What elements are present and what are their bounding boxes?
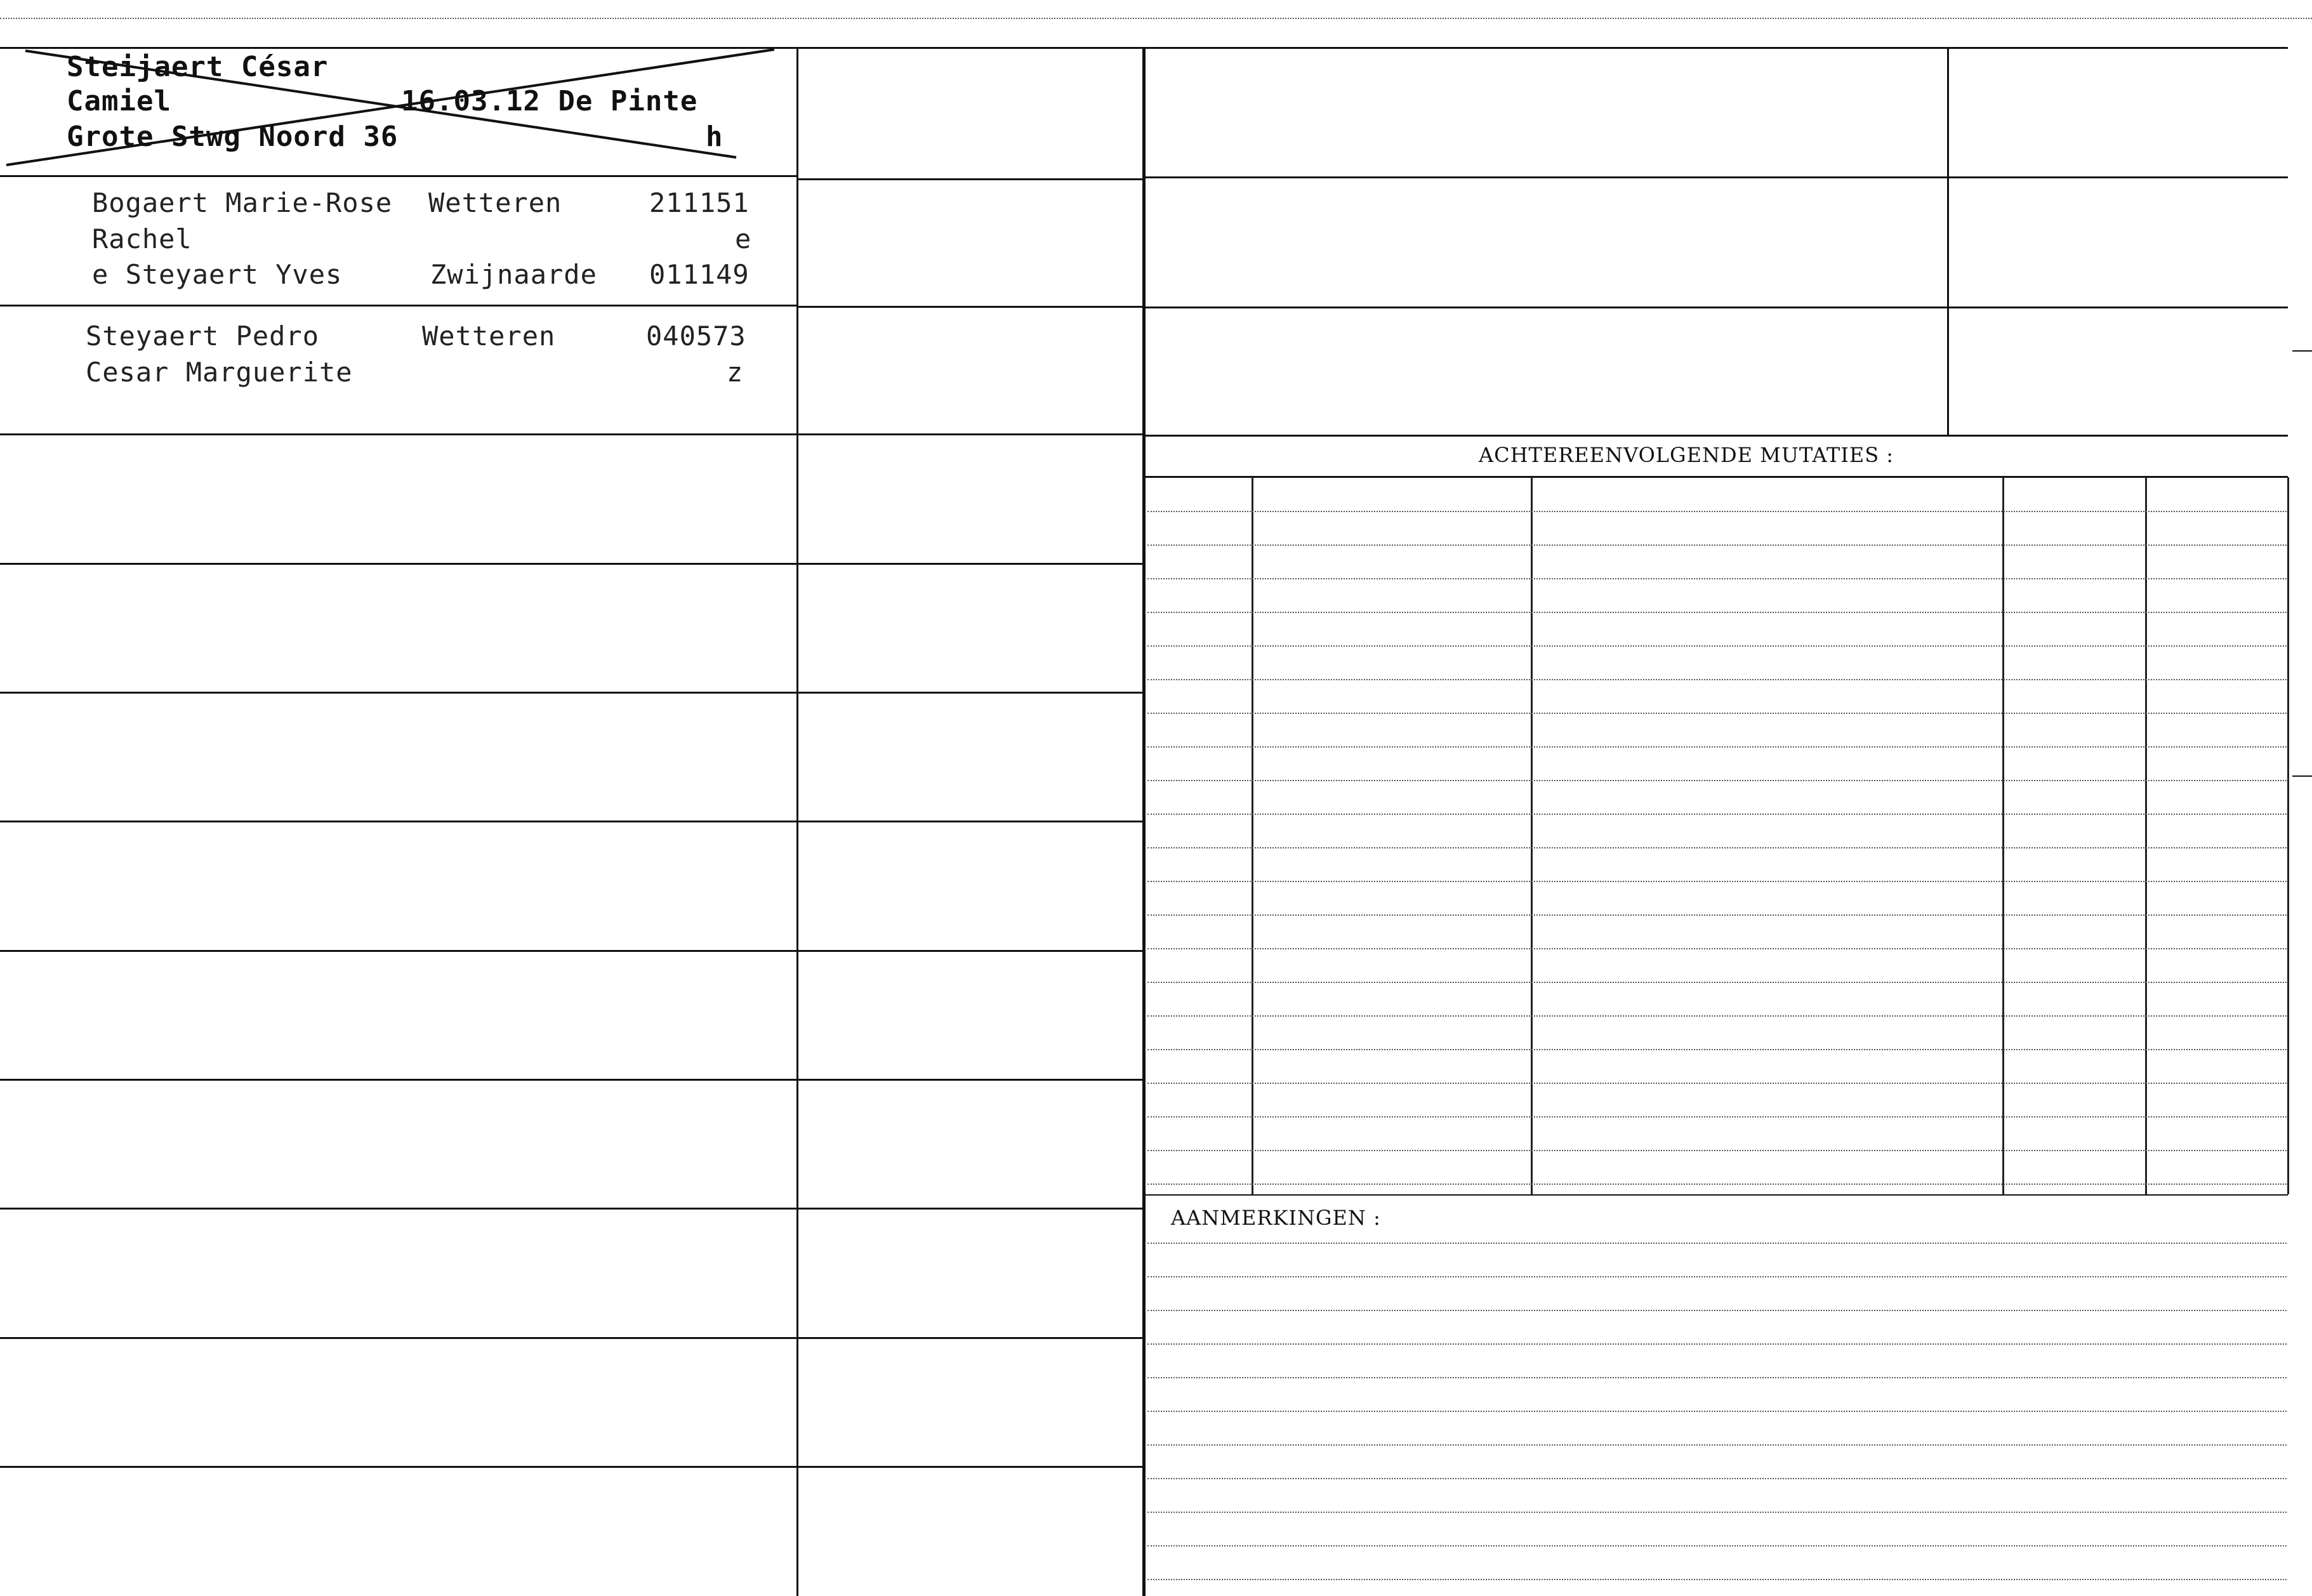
- row-separator: [0, 692, 796, 694]
- margin-tick: [2292, 775, 2312, 777]
- record-place: Wetteren: [422, 320, 556, 352]
- ruled-line: [1147, 1049, 2287, 1050]
- mutations-column-divider: [1252, 477, 1253, 1194]
- mutations-column-divider: [2287, 477, 2289, 1194]
- margin-tick: [2292, 350, 2312, 352]
- row-separator: [798, 433, 1142, 435]
- remarks-title: AANMERKINGEN :: [1171, 1206, 1381, 1230]
- record-name: Steyaert Pedro: [86, 320, 320, 352]
- ruled-line: [1147, 948, 2287, 949]
- row-separator: [798, 178, 1142, 180]
- cross-out-mark: [0, 44, 787, 171]
- row-separator: [0, 563, 796, 565]
- ruled-line: [0, 18, 2312, 19]
- right-top-divider: [1947, 48, 1949, 435]
- mutations-column-divider: [2145, 477, 2147, 1194]
- ruled-line: [1147, 746, 2287, 748]
- row-separator: [798, 1337, 1142, 1339]
- ruled-line: [1147, 713, 2287, 714]
- row-separator: [798, 563, 1142, 565]
- ruled-line: [1147, 914, 2287, 916]
- mutations-column-divider: [1531, 477, 1533, 1194]
- ruled-line: [1147, 1512, 2287, 1513]
- row-separator: [0, 1337, 796, 1339]
- center-divider: [1142, 48, 1146, 1596]
- row-separator: [798, 1466, 1142, 1468]
- ruled-line: [1147, 1184, 2287, 1185]
- ruled-line: [1147, 1478, 2287, 1479]
- ruled-line: [1147, 544, 2287, 546]
- row-separator: [0, 1466, 796, 1468]
- row-separator: [0, 1079, 796, 1081]
- header-name: Steijaert César: [67, 51, 329, 83]
- row-separator: [1146, 307, 2288, 308]
- header-address: Grote Stwg Noord 36: [67, 121, 399, 153]
- ruled-line: [1147, 578, 2287, 579]
- ruled-line: [1147, 1377, 2287, 1378]
- ruled-line: [1147, 814, 2287, 815]
- ruled-line: [1147, 1015, 2287, 1017]
- header-first-name: Camiel: [67, 85, 171, 117]
- row-separator: [0, 433, 796, 435]
- ruled-line: [1147, 679, 2287, 680]
- record-date: 211151: [649, 187, 750, 218]
- header-code: h: [706, 121, 723, 153]
- row-separator: [0, 1208, 796, 1210]
- ruled-line: [1147, 1150, 2287, 1151]
- ruled-line: [1147, 1444, 2287, 1446]
- ruled-line: [1147, 1310, 2287, 1311]
- ruled-line: [1147, 780, 2287, 781]
- record-name: e Steyaert Yves: [92, 259, 343, 290]
- record-name: Cesar Marguerite: [86, 357, 353, 388]
- row-separator: [798, 1079, 1142, 1081]
- ruled-line: [1147, 1116, 2287, 1118]
- ruled-line: [1147, 1083, 2287, 1084]
- header-birth: 16.03.12 De Pinte: [401, 85, 698, 117]
- row-separator: [0, 950, 796, 952]
- mutations-table-top: [1146, 476, 2288, 478]
- row-separator: [798, 950, 1142, 952]
- ruled-line: [1147, 612, 2287, 613]
- ruled-line: [1147, 881, 2287, 882]
- mutations-column-divider: [2002, 477, 2004, 1194]
- ruled-line: [1147, 1579, 2287, 1580]
- row-separator: [0, 175, 796, 177]
- row-separator: [798, 692, 1142, 694]
- record-place: Zwijnaarde: [430, 259, 597, 290]
- ruled-line: [1147, 1545, 2287, 1547]
- row-separator: [1146, 176, 2288, 178]
- row-separator: [0, 305, 796, 307]
- ruled-line: [1147, 1243, 2287, 1244]
- ruled-line: [1147, 1343, 2287, 1345]
- record-date: 040573: [646, 320, 746, 352]
- record-name: Rachel: [92, 223, 192, 254]
- ruled-line: [1147, 645, 2287, 647]
- record-name: Bogaert Marie-Rose: [92, 187, 393, 218]
- ruled-line: [1147, 982, 2287, 983]
- row-separator: [798, 1208, 1142, 1210]
- ruled-line: [1147, 847, 2287, 848]
- row-separator: [0, 821, 796, 822]
- row-separator: [798, 306, 1142, 308]
- mutations-title: ACHTEREENVOLGENDE MUTATIES :: [1479, 443, 1894, 467]
- record-date: 011149: [649, 259, 750, 290]
- ruled-line: [1147, 511, 2287, 512]
- ruled-line: [1147, 1276, 2287, 1277]
- record-place: Wetteren: [428, 187, 562, 218]
- row-separator: [798, 821, 1142, 822]
- row-separator: [1146, 435, 2288, 437]
- record-code: e: [735, 223, 752, 254]
- ruled-line: [1147, 1411, 2287, 1412]
- record-code: z: [727, 357, 744, 388]
- mutations-table-bottom: [1146, 1194, 2288, 1196]
